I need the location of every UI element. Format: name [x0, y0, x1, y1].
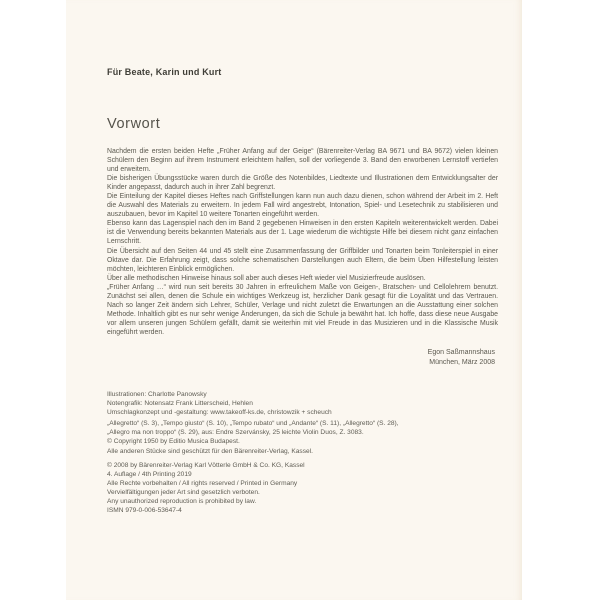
dedication: Für Beate, Karin und Kurt [107, 67, 222, 77]
legal-line: Alle Rechte vorbehalten / All rights reserved / Printed in Germany [107, 480, 298, 487]
preface-text [107, 147, 498, 337]
preface-paragraph: „Früher Anfang …“ wird nun seit bereits 30 Jahren in erfreulichem Maße von Geigen-, Bratschen- und Cellolehrern benutzt. Zunächst sei allen, denen die Schule ein wichtiges Werkzeug ist, herzlicher Dank gesagt für die Loyalität und das Vertrauen. Nach so langer Zeit ändern sich Lehrer, Schüler, Verlage und nicht zuletzt die Erwartungen an die Ausstattung einer solchen Methode. Inhaltlich gibt es nur sehr wenige Änderungen, da sich die Schule ja bewährt hat. Ich hoffe, dass diese neue Ausgabe vor allem unseren jungen Schülern gefällt, damit sie weiterhin mit viel Freude in das Musizieren und in die Klassische Musik eingeführt werden. [107, 283, 498, 336]
preface-paragraph: Die bisherigen Übungsstücke waren durch die Größe des Notenbildes, Liedtexte und Illustrationen dem Entwicklungsalter der Kinder angepasst, dadurch auch in ihrer Zahl begrenzt. [107, 175, 498, 192]
preface-paragraph: Die Übersicht auf den Seiten 44 und 45 stellt eine Zusammenfassung der Griffbilder und Tonarten beim Tonleiterspiel in einer Oktave dar. Die Erfahrung zeigt, dass solche schematischen Darstellungen auch Eltern, die beim Üben Hilfestellung leisten möchten, leichteren Einblick ermöglichen. [107, 247, 498, 273]
signature-name: Egon Saßmannshaus [427, 349, 495, 356]
source-notes-block [107, 419, 498, 456]
credit-line: Umschlagkonzept und -gestaltung: www.takeoff-ks.de, christowzik + scheuch [107, 409, 332, 417]
source-note-line: Alle anderen Stücke sind geschützt für den Bärenreiter-Verlag, Kassel. [107, 447, 313, 455]
preface-paragraph: Die Einteilung der Kapitel dieses Heftes nach Griffstellungen kann nun auch dazu dienen, schon während der Arbeit im 2. Heft die Auswahl des Materials zu erweitern. In jedem Fall wird angestrebt, Intonation, Spiel- und Lesetechnik zu stabilisieren und auszubauen, bevor im Kapitel 10 weitere Tonarten eingeführt werden. [107, 193, 498, 219]
signature-block [428, 348, 495, 367]
page-title: Vorwort [107, 116, 161, 132]
legal-line: 4. Auflage / 4th Printing 2019 [107, 471, 192, 478]
preface-paragraph: Nachdem die ersten beiden Hefte „Früher Anfang auf der Geige“ (Bärenreiter-Verlag BA 9671 und BA 9672) vielen kleinen Schülern den Beginn auf ihrem Instrument erleichtern halfen, soll der vorliegende 3. Band den erworbenen Lernstoff vertiefen und erweitern. [107, 148, 498, 174]
source-note-line: „Allegro ma non troppo“ (S. 29), aus: Endre Szervánsky, 25 leichte Violin Duos, Z. 3083. [107, 429, 364, 437]
preface-paragraph: Ebenso kann das Lagenspiel nach den im Band 2 gegebenen Hinweisen in den ersten Kapiteln weiterentwickelt werden. Dabei ist die Verwendung bereits bekannten Materials aus der 1. Lage wiederum die wichtigste Hilfe bei diesem nicht ganz einfachen Lernschritt. [107, 220, 498, 246]
preface-paragraph: Über alle methodischen Hinweise hinaus soll aber auch dieses Heft wieder viel Musizierfreude auslösen. [107, 274, 426, 282]
source-note-line: © Copyright 1950 by Editio Musica Budapest. [107, 438, 240, 446]
signature-place-date: München, März 2008 [429, 358, 495, 366]
legal-block [107, 461, 498, 515]
legal-line: © 2008 by Bärenreiter-Verlag Karl Vötterle GmbH & Co. KG, Kassel [107, 462, 305, 469]
credits-block [107, 390, 498, 418]
legal-line: ISMN 979-0-006-53647-4 [107, 507, 182, 514]
book-page [66, 0, 522, 600]
legal-line: Any unauthorized reproduction is prohibited by law. [107, 498, 257, 505]
legal-line: Vervielfältigungen jeder Art sind gesetzlich verboten. [107, 489, 260, 496]
source-note-line: „Allegretto“ (S. 3), „Tempo giusto“ (S. 10), „Tempo rubato“ und „Andante“ (S. 11), „Allegretto“ (S. 28), [107, 420, 399, 427]
credit-line: Notengrafik: Notensatz Frank Litterscheid, Hehlen [107, 400, 253, 408]
credit-line: Illustrationen: Charlotte Panowsky [107, 391, 207, 398]
